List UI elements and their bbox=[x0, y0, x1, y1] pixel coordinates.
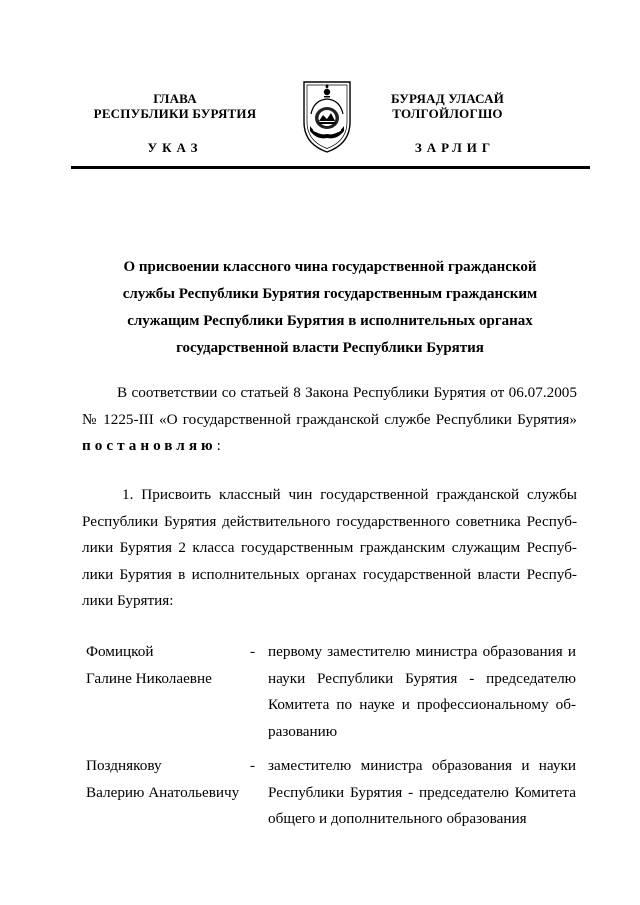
header-right bbox=[370, 91, 525, 121]
header-right-line2: ТОЛГОЙЛОГШО bbox=[392, 106, 503, 121]
person-position bbox=[268, 639, 576, 745]
decree-label-bua: ЗАРЛИГ bbox=[414, 140, 496, 155]
item-line: лики Бурятия в исполнительных органах государственной власти Респуб- bbox=[82, 565, 577, 583]
header-right-line1: БУРЯАД УЛАСАЙ bbox=[390, 91, 505, 106]
title-line: О присвоении классного чина государственной гражданской bbox=[123, 259, 537, 275]
item-1-paragraph bbox=[82, 482, 577, 615]
position-line: разованию bbox=[268, 722, 338, 740]
item-line: 1. Присвоить классный чин государственной гражданской службы bbox=[122, 486, 577, 503]
header-left-line2: РЕСПУБЛИКИ БУРЯТИЯ bbox=[93, 106, 257, 121]
header-left bbox=[80, 91, 270, 121]
item-line: лики Бурятия 2 класса государственным гражданским служащим Респуб- bbox=[82, 539, 577, 556]
title-line: государственной власти Республики Бурятия bbox=[176, 340, 484, 356]
decree-label-ru: УКАЗ bbox=[147, 140, 203, 155]
coat-of-arms-icon bbox=[300, 74, 354, 154]
person-dash: - bbox=[250, 757, 256, 774]
person-name bbox=[86, 753, 239, 806]
person-given-names: Галине Николаевне bbox=[86, 669, 212, 687]
position-line: общего и дополнительного образования bbox=[268, 810, 527, 827]
person-given-names: Валерию Анатольевичу bbox=[86, 783, 240, 801]
preamble-line: В соответствии со статьей 8 Закона Республики Бурятия от 06.07.2005 bbox=[117, 384, 577, 401]
decree-colon: : bbox=[216, 437, 221, 454]
item-line: Республики Бурятия действительного государственного советника Респуб- bbox=[82, 512, 577, 530]
person-position bbox=[268, 753, 576, 833]
title-line: служащим Республики Бурятия в исполнительных органах bbox=[127, 313, 533, 329]
item-line: лики Бурятия: bbox=[82, 592, 174, 609]
preamble-paragraph bbox=[82, 380, 577, 460]
position-line: науки Республики Бурятия - председателю bbox=[268, 669, 576, 687]
preamble-line: № 1225-III «О государственной гражданской службе Республики Бурятия» bbox=[82, 410, 577, 428]
person-surname: Позднякову bbox=[86, 757, 162, 774]
person-name bbox=[86, 639, 212, 692]
position-line: заместителю министра образования и науки bbox=[268, 757, 576, 774]
decree-word: постановляю bbox=[82, 437, 217, 454]
person-surname: Фомицкой bbox=[86, 643, 154, 660]
position-line: Комитета по науке и профессиональному об- bbox=[268, 696, 576, 713]
position-line: Республики Бурятия - председателю Комитета bbox=[268, 783, 576, 801]
header-divider bbox=[71, 166, 590, 169]
header-left-line1: ГЛАВА bbox=[153, 91, 197, 106]
document-title bbox=[70, 254, 590, 362]
position-line: первому заместителю министра образования и bbox=[268, 643, 576, 660]
preamble-decree-line bbox=[82, 433, 577, 460]
title-line: службы Республики Бурятия государственным гражданским bbox=[122, 286, 538, 302]
person-dash: - bbox=[250, 643, 256, 660]
